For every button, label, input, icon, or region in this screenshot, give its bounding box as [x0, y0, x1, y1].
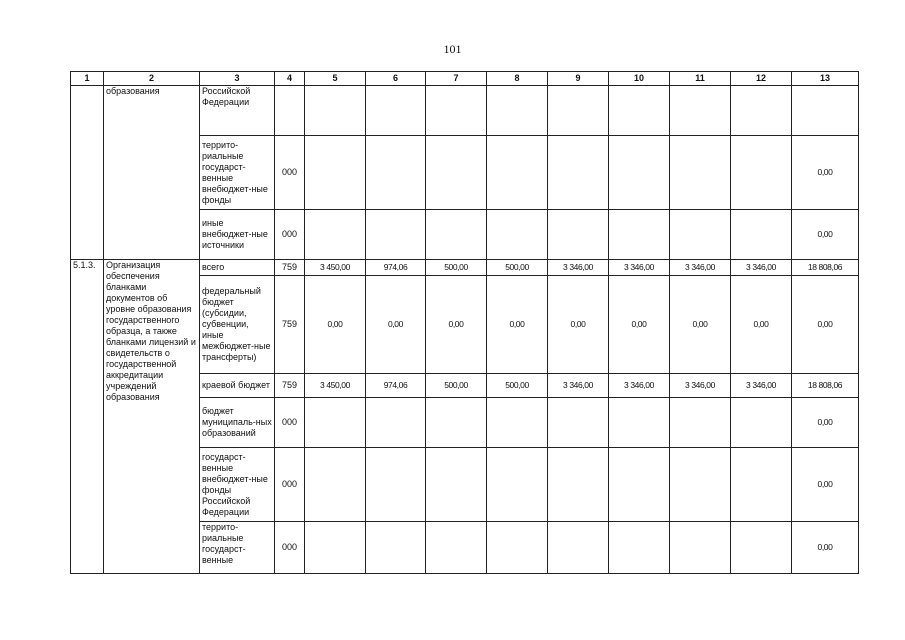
- code-cell: 000: [275, 448, 305, 522]
- code-cell: 000: [275, 210, 305, 260]
- value-cell: 3 346,00: [731, 260, 792, 276]
- value-cell: 3 346,00: [609, 374, 670, 398]
- value-cell: [609, 398, 670, 448]
- value-cell: [487, 210, 548, 260]
- value-cell: [548, 136, 609, 210]
- value-cell: 500,00: [487, 260, 548, 276]
- value-cell: [548, 398, 609, 448]
- total-cell: 0,00: [792, 210, 859, 260]
- value-cell: [426, 86, 487, 136]
- value-cell: [609, 522, 670, 574]
- value-cell: [731, 86, 792, 136]
- column-header: 11: [670, 72, 731, 86]
- code-cell: 000: [275, 136, 305, 210]
- value-cell: [366, 522, 426, 574]
- value-cell: 0,00: [366, 276, 426, 374]
- value-cell: [487, 522, 548, 574]
- value-cell: [366, 210, 426, 260]
- value-cell: [426, 398, 487, 448]
- source-cell: иные внебюджет-ные источники: [200, 210, 275, 260]
- total-cell: 18 808,06: [792, 260, 859, 276]
- total-cell: 0,00: [792, 136, 859, 210]
- source-cell: Российской Федерации: [200, 86, 275, 136]
- source-cell: всего: [200, 260, 275, 276]
- total-cell: [792, 86, 859, 136]
- value-cell: 3 346,00: [670, 260, 731, 276]
- value-cell: 500,00: [426, 374, 487, 398]
- source-cell: террито-риальные государст-венные внебюджет-ные фонды: [200, 136, 275, 210]
- value-cell: [670, 522, 731, 574]
- table-row: [71, 260, 859, 276]
- value-cell: 0,00: [487, 276, 548, 374]
- item-name-cell: Организация обеспечения бланками документов об уровне образования государственного образца, а также бланками лицензий и свидетельств о государственной аккредитации учреждений образования: [104, 260, 200, 574]
- header-row: [71, 72, 859, 86]
- column-header: 4: [275, 72, 305, 86]
- value-cell: [731, 398, 792, 448]
- value-cell: [731, 448, 792, 522]
- code-cell: 759: [275, 374, 305, 398]
- value-cell: [426, 522, 487, 574]
- value-cell: [548, 210, 609, 260]
- value-cell: [670, 398, 731, 448]
- value-cell: 0,00: [426, 276, 487, 374]
- column-header: 3: [200, 72, 275, 86]
- page-number: 101: [443, 42, 462, 56]
- code-cell: 000: [275, 398, 305, 448]
- value-cell: [366, 86, 426, 136]
- value-cell: [609, 448, 670, 522]
- value-cell: [305, 210, 366, 260]
- value-cell: [548, 448, 609, 522]
- code-cell: 759: [275, 276, 305, 374]
- value-cell: [548, 86, 609, 136]
- value-cell: [731, 136, 792, 210]
- value-cell: 3 450,00: [305, 374, 366, 398]
- value-cell: [366, 136, 426, 210]
- value-cell: [670, 136, 731, 210]
- value-cell: 3 346,00: [670, 374, 731, 398]
- value-cell: 0,00: [670, 276, 731, 374]
- column-header: 9: [548, 72, 609, 86]
- value-cell: [426, 210, 487, 260]
- value-cell: [305, 448, 366, 522]
- value-cell: [609, 136, 670, 210]
- value-cell: [731, 522, 792, 574]
- value-cell: 3 346,00: [548, 374, 609, 398]
- source-cell: федеральный бюджет (субсидии, субвенции, иные межбюджет-ные трансферты): [200, 276, 275, 374]
- value-cell: [670, 448, 731, 522]
- value-cell: 0,00: [548, 276, 609, 374]
- value-cell: 0,00: [305, 276, 366, 374]
- value-cell: [305, 136, 366, 210]
- value-cell: [487, 86, 548, 136]
- value-cell: 3 346,00: [548, 260, 609, 276]
- column-header: 6: [366, 72, 426, 86]
- code-cell: [275, 86, 305, 136]
- column-header: 7: [426, 72, 487, 86]
- total-cell: 18 808,06: [792, 374, 859, 398]
- value-cell: [487, 398, 548, 448]
- column-header: 10: [609, 72, 670, 86]
- value-cell: 500,00: [487, 374, 548, 398]
- source-cell: краевой бюджет: [200, 374, 275, 398]
- column-header: 5: [305, 72, 366, 86]
- column-header: 13: [792, 72, 859, 86]
- value-cell: [305, 522, 366, 574]
- value-cell: [426, 448, 487, 522]
- column-header: 12: [731, 72, 792, 86]
- source-cell: государст-венные внебюджет-ные фонды Российской Федерации: [200, 448, 275, 522]
- value-cell: [548, 522, 609, 574]
- value-cell: [366, 448, 426, 522]
- column-header: 1: [71, 72, 104, 86]
- column-header: 8: [487, 72, 548, 86]
- value-cell: 3 450,00: [305, 260, 366, 276]
- column-header: 2: [104, 72, 200, 86]
- value-cell: 0,00: [731, 276, 792, 374]
- source-cell: террито-риальные государст-венные: [200, 522, 275, 574]
- value-cell: [426, 136, 487, 210]
- value-cell: [609, 210, 670, 260]
- total-cell: 0,00: [792, 448, 859, 522]
- value-cell: [305, 398, 366, 448]
- code-cell: 759: [275, 260, 305, 276]
- budget-table: [70, 71, 859, 574]
- value-cell: [487, 136, 548, 210]
- value-cell: [305, 86, 366, 136]
- total-cell: 0,00: [792, 276, 859, 374]
- value-cell: [366, 398, 426, 448]
- item-number-cell: 5.1.3.: [71, 260, 104, 574]
- code-cell: 000: [275, 522, 305, 574]
- total-cell: 0,00: [792, 398, 859, 448]
- value-cell: 3 346,00: [609, 260, 670, 276]
- value-cell: 974,06: [366, 374, 426, 398]
- value-cell: 500,00: [426, 260, 487, 276]
- value-cell: 974,06: [366, 260, 426, 276]
- source-cell: бюджет муниципаль-ных образований: [200, 398, 275, 448]
- value-cell: [731, 210, 792, 260]
- total-cell: 0,00: [792, 522, 859, 574]
- table-row: [71, 86, 859, 136]
- value-cell: [670, 210, 731, 260]
- value-cell: 0,00: [609, 276, 670, 374]
- value-cell: [487, 448, 548, 522]
- item-number-cell: [71, 86, 104, 260]
- value-cell: [670, 86, 731, 136]
- item-name-cell: образования: [104, 86, 200, 260]
- value-cell: 3 346,00: [731, 374, 792, 398]
- value-cell: [609, 86, 670, 136]
